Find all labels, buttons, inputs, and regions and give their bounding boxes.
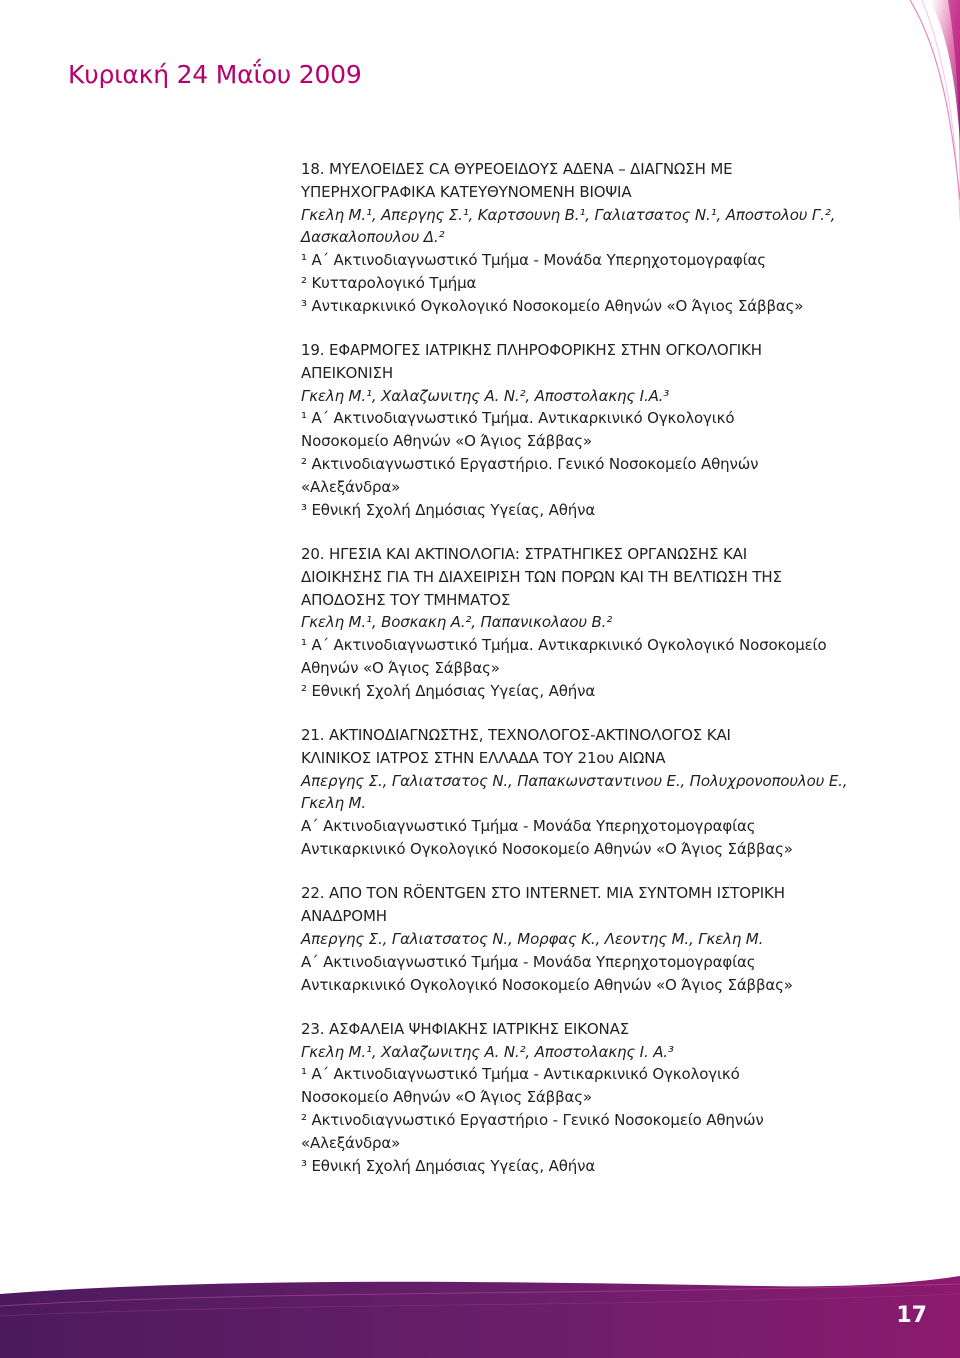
abstract-title-line: ΑΠΕΙΚΟΝΙΣΗ <box>301 363 393 382</box>
abstract-affiliation-line: ² Κυτταρολογικό Τμήμα <box>301 273 477 292</box>
abstract-title-line: ΔΙΟΙΚΗΣΗΣ ΓΙΑ ΤΗ ΔΙΑΧΕΙΡΙΣΗ ΤΩΝ ΠΟΡΩΝ ΚΑΙ ΤΗ ΒΕΛΤΙΩΣΗ ΤΗΣ <box>301 567 782 586</box>
abstract-affiliation-line: ¹ Α΄ Ακτινοδιαγνωστικό Τμήμα - Αντικαρκινικό Ογκολογικό <box>301 1065 740 1084</box>
abstract-affiliation-line: Νοσοκομείο Αθηνών «Ο Άγιος Σάββας» <box>301 1088 592 1107</box>
abstract-authors-line: Γκελη Μ.¹, Χαλαζωνιτης Α. Ν.², Αποστολακης Ι.Α.³ <box>301 386 670 405</box>
abstract-entry <box>301 158 901 318</box>
abstract-entry <box>301 339 901 521</box>
abstract-authors-line: Γκελη Μ.¹, Χαλαζωνιτης Α. Ν.², Αποστολακης Ι. Α.³ <box>301 1042 674 1061</box>
abstract-list <box>301 158 901 1199</box>
abstract-affiliation-line: Αντικαρκινικό Ογκολογικό Νοσοκομείο Αθηνών «Ο Άγιος Σάββας» <box>301 975 793 994</box>
abstract-title-line: ΑΝΑΔΡΟΜΗ <box>301 907 387 926</box>
abstract-affiliation-line: Α΄ Ακτινοδιαγνωστικό Τμήμα - Μονάδα Υπερηχοτομογραφίας <box>301 952 756 971</box>
abstract-title-line: 21. ΑΚΤΙΝΟΔΙΑΓΝΩΣΤΗΣ, ΤΕΧΝΟΛΟΓΟΣ-ΑΚΤΙΝΟΛΟΓΟΣ ΚΑΙ <box>301 726 731 745</box>
abstract-affiliation-line: ¹ Α΄ Ακτινοδιαγνωστικό Τμήμα. Αντικαρκινικό Ογκολογικό <box>301 409 735 428</box>
abstract-affiliation-line: ² Εθνική Σχολή Δημόσιας Υγείας, Αθήνα <box>301 681 596 700</box>
abstract-affiliation-line: Αθηνών «Ο Άγιος Σάββας» <box>301 658 500 677</box>
abstract-entry <box>301 724 901 861</box>
abstract-authors-line: Γκελη Μ.¹, Βοσκακη Α.², Παπανικολαου Β.² <box>301 613 613 632</box>
page-number: 17 <box>896 1303 927 1328</box>
abstract-title-line: 23. ΑΣΦΑΛΕΙΑ ΨΗΦΙΑΚΗΣ ΙΑΤΡΙΚΗΣ ΕΙΚΟΝΑΣ <box>301 1019 630 1038</box>
abstract-authors-line: Απεργης Σ., Γαλιατσατος Ν., Μορφας Κ., Λεοντης Μ., Γκελη Μ. <box>301 929 764 948</box>
abstract-affiliation-line: Α΄ Ακτινοδιαγνωστικό Τμήμα - Μονάδα Υπερηχοτομογραφίας <box>301 817 756 836</box>
abstract-authors-line: Δασκαλοπουλου Δ.² <box>301 228 445 247</box>
abstract-affiliation-line: ³ Εθνική Σχολή Δημόσιας Υγείας, Αθήνα <box>301 1156 596 1175</box>
abstract-authors-line: Γκελη Μ.¹, Απεργης Σ.¹, Καρτσουνη Β.¹, Γαλιατσατος Ν.¹, Αποστολου Γ.², <box>301 205 836 224</box>
abstract-authors-line: Γκελη Μ. <box>301 794 366 813</box>
abstract-entry <box>301 1018 901 1178</box>
abstract-affiliation-line: ³ Αντικαρκινικό Ογκολογικό Νοσοκομείο Αθηνών «Ο Άγιος Σάββας» <box>301 296 804 315</box>
abstract-title-line: ΚΛΙΝΙΚΟΣ ΙΑΤΡΟΣ ΣΤΗΝ ΕΛΛΑΔΑ ΤΟΥ 21ου ΑΙΩΝΑ <box>301 748 666 767</box>
abstract-affiliation-line: ² Ακτινοδιαγνωστικό Εργαστήριο. Γενικό Νοσοκομείο Αθηνών <box>301 455 759 474</box>
abstract-affiliation-line: ² Ακτινοδιαγνωστικό Εργαστήριο - Γενικό Νοσοκομείο Αθηνών <box>301 1110 764 1129</box>
abstract-entry <box>301 882 901 996</box>
footer-wave-band <box>0 1276 960 1358</box>
abstract-title-line: ΥΠΕΡΗΧΟΓΡΑΦΙΚΑ ΚΑΤΕΥΘΥΝΟΜΕΝΗ ΒΙΟΨΙΑ <box>301 182 632 201</box>
abstract-title-line: 22. ΑΠΟ ΤΟΝ RÖENTGEN ΣΤΟ INTERNET. ΜΙΑ ΣΥΝΤΟΜΗ ΙΣΤΟΡΙΚΗ <box>301 884 785 903</box>
abstract-affiliation-line: Νοσοκομείο Αθηνών «Ο Άγιος Σάββας» <box>301 432 592 451</box>
abstract-affiliation-line: Αντικαρκινικό Ογκολογικό Νοσοκομείο Αθηνών «Ο Άγιος Σάββας» <box>301 840 793 859</box>
abstract-affiliation-line: ¹ Α΄ Ακτινοδιαγνωστικό Τμήμα - Μονάδα Υπερηχοτομογραφίας <box>301 251 766 270</box>
abstract-authors-line: Απεργης Σ., Γαλιατσατος Ν., Παπακωνσταντινου Ε., Πολυχρονοπουλου Ε., <box>301 771 848 790</box>
abstract-affiliation-line: «Αλεξάνδρα» <box>301 1133 401 1152</box>
abstract-title-line: 20. ΗΓΕΣΙΑ ΚΑΙ ΑΚΤΙΝΟΛΟΓΙΑ: ΣΤΡΑΤΗΓΙΚΕΣ ΟΡΓΑΝΩΣΗΣ ΚΑΙ <box>301 544 748 563</box>
abstract-affiliation-line: ³ Εθνική Σχολή Δημόσιας Υγείας, Αθήνα <box>301 500 596 519</box>
abstract-affiliation-line: ¹ Α΄ Ακτινοδιαγνωστικό Τμήμα. Αντικαρκινικό Ογκολογικό Νοσοκομείο <box>301 636 827 655</box>
page-title: Κυριακή 24 Μαΐου 2009 <box>68 60 362 89</box>
abstract-title-line: 19. ΕΦΑΡΜΟΓΕΣ ΙΑΤΡΙΚΗΣ ΠΛΗΡΟΦΟΡΙΚΗΣ ΣΤΗΝ ΟΓΚΟΛΟΓΙΚΗ <box>301 341 762 360</box>
abstract-affiliation-line: «Αλεξάνδρα» <box>301 477 401 496</box>
abstract-title-line: 18. ΜΥΕΛΟΕΙΔΕΣ CA ΘΥΡΕΟΕΙΔΟΥΣ ΑΔΕΝΑ – ΔΙΑΓΝΩΣΗ ΜΕ <box>301 160 733 178</box>
abstract-entry <box>301 543 901 703</box>
abstract-title-line: ΑΠΟΔΟΣΗΣ ΤΟΥ ΤΜΗΜΑΤΟΣ <box>301 590 511 609</box>
